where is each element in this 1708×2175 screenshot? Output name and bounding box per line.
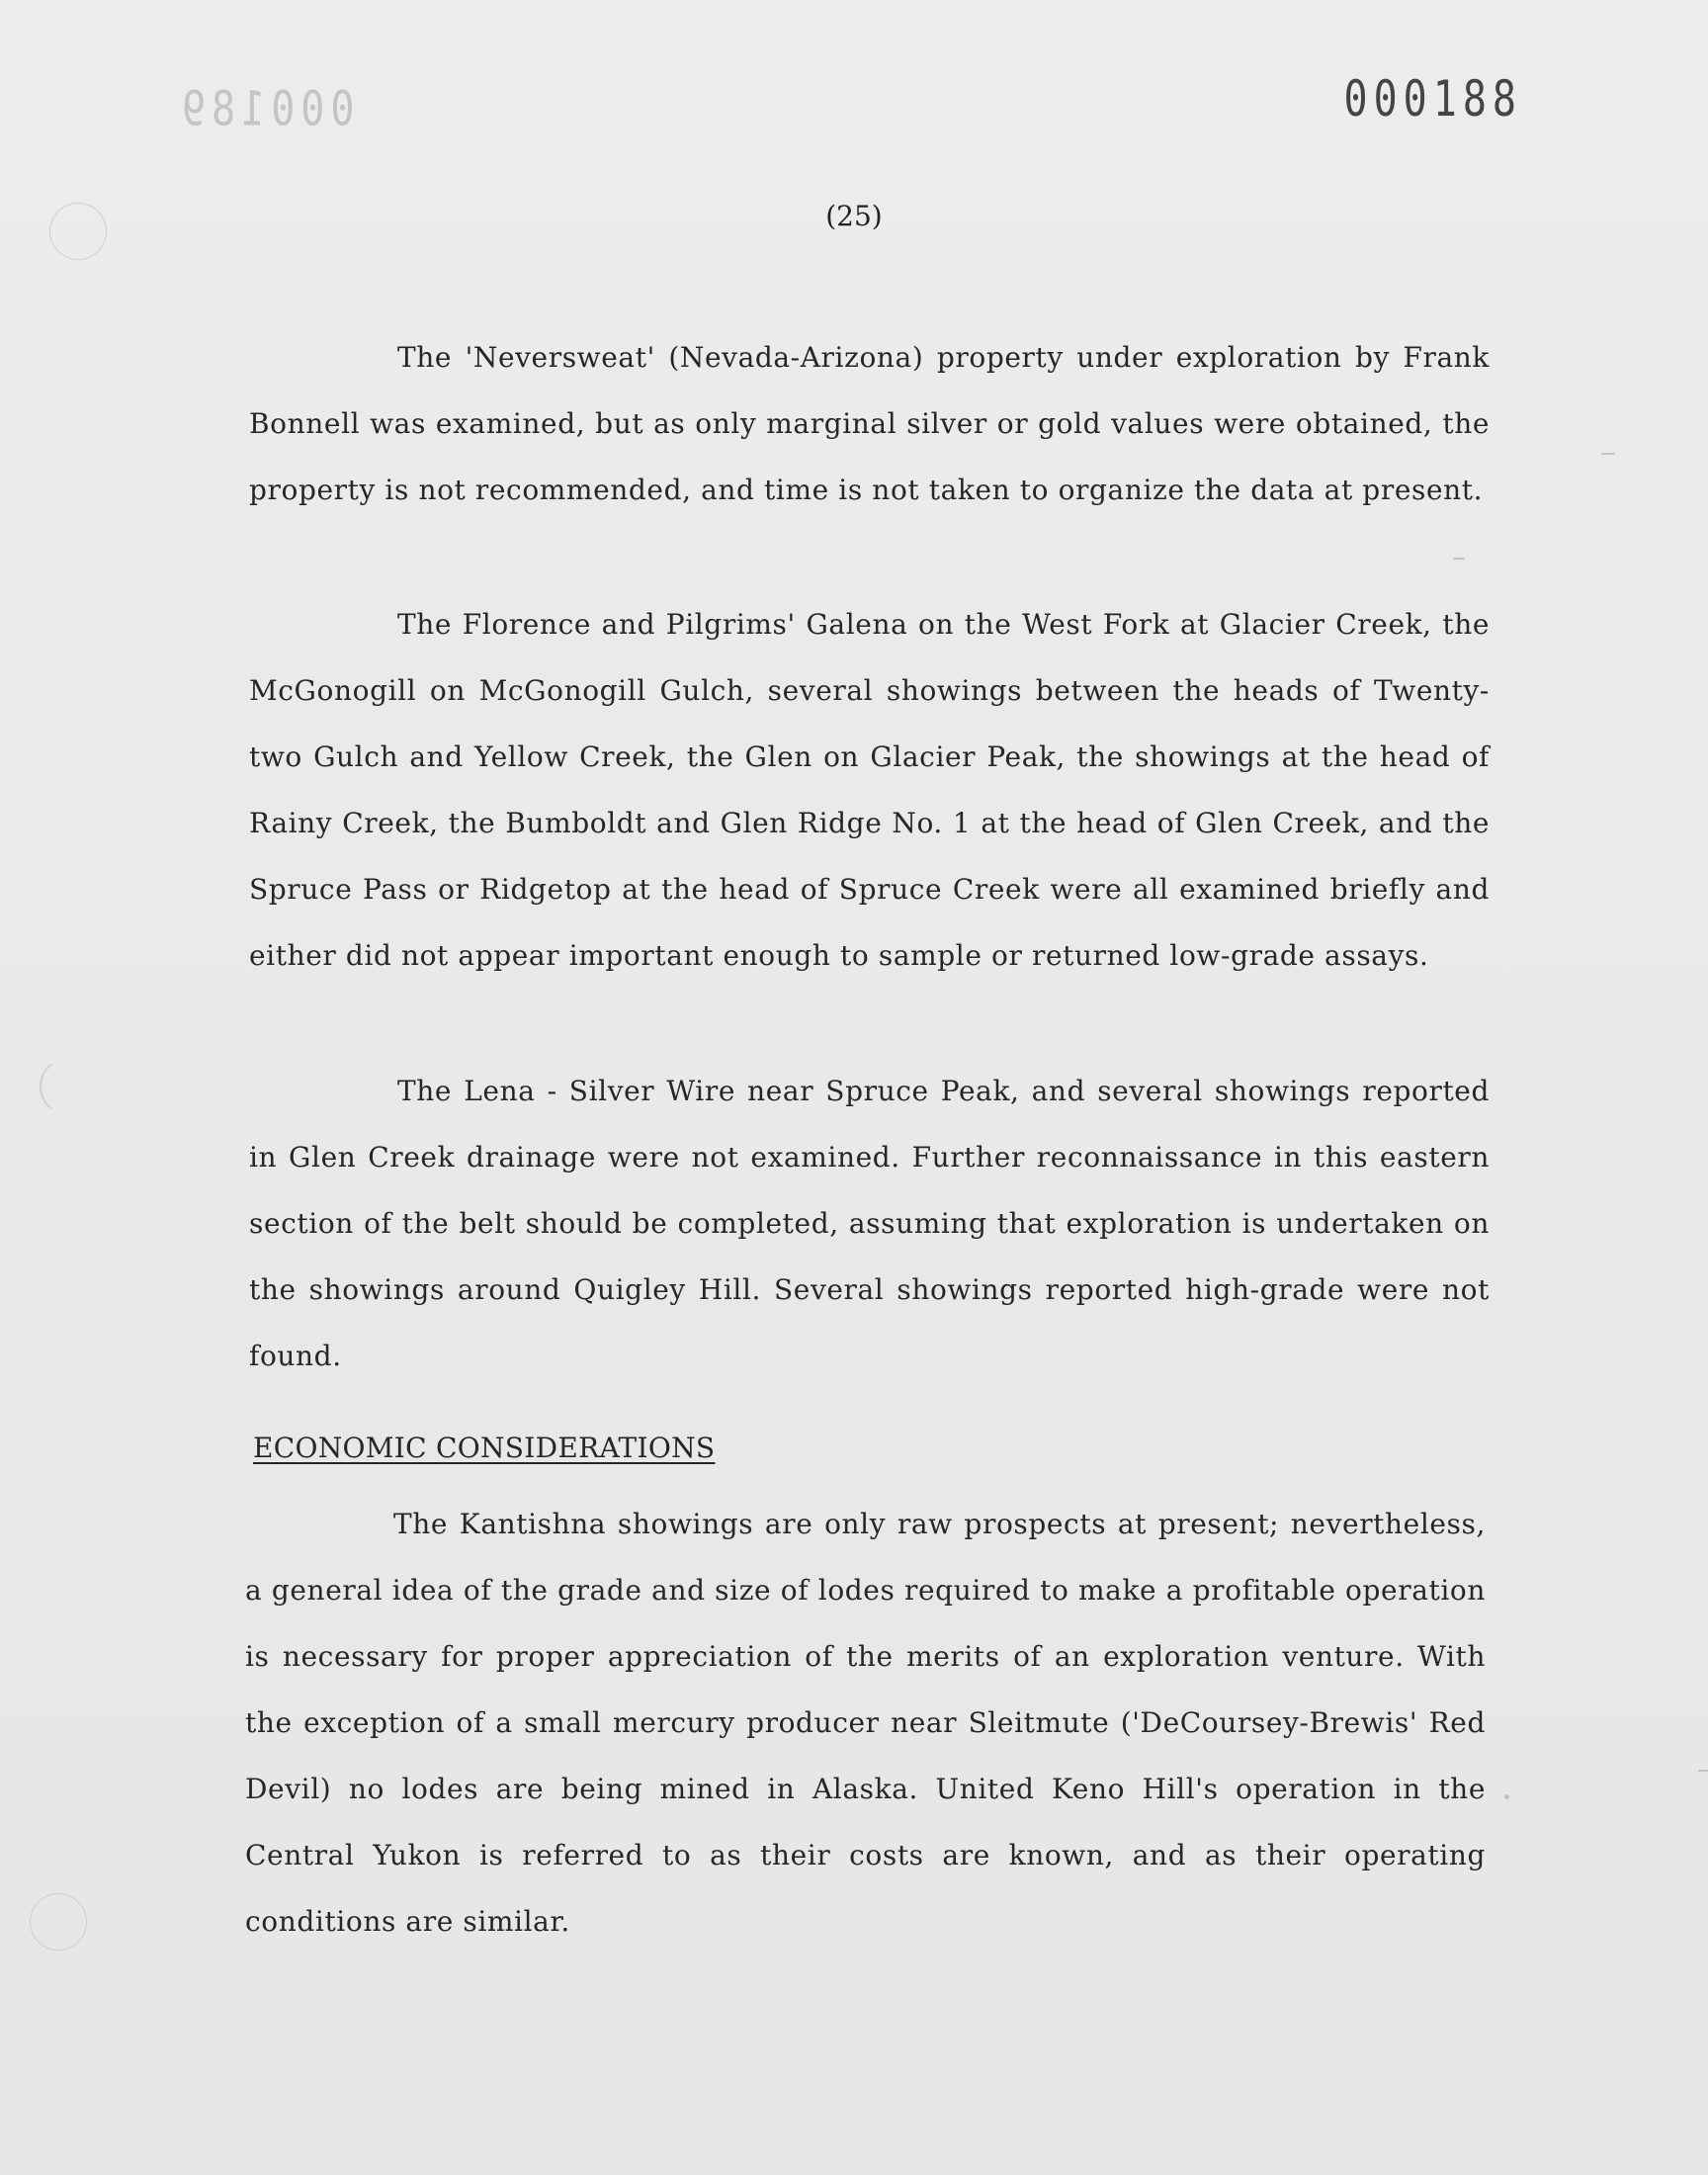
paragraph-text: The 'Neversweat' (Nevada-Arizona) property under exploration by Frank Bonnell was examined, but as only marginal silver or gold values were obtained, the property is not recommended, and time is not taken to organize the data at present. [249, 341, 1490, 506]
ink-speck [1698, 1770, 1708, 1772]
paragraph-text: The Lena - Silver Wire near Spruce Peak, and several showings reported in Glen Creek drainage were not examined. Further reconnaissance in this eastern section of the belt should be completed, assuming that exploration is undertaken on the showings around Quigley Hill. Several showings reported high-grade were not found. [249, 1075, 1490, 1372]
body-paragraph [249, 1058, 1490, 1389]
bleed-through-number: 000189 [176, 82, 355, 137]
ink-speck [1601, 453, 1615, 455]
paragraph-text: The Florence and Pilgrims' Galena on the West Fork at Glacier Creek, the McGonogill on McGonogill Gulch, several showings between the heads of Twenty-two Gulch and Yellow Creek, the Glen on Glacier Peak, the showings at the head of Rainy Creek, the Bumboldt and Glen Ridge No. 1 at the head of Glen Creek, and the Spruce Pass or Ridgetop at the head of Spruce Creek were all examined briefly and either did not appear important enough to sample or returned low-grade assays. [249, 608, 1490, 972]
body-paragraph [249, 591, 1490, 989]
body-paragraph [245, 1491, 1486, 1955]
ink-speck [1504, 1794, 1509, 1799]
body-paragraph [249, 324, 1490, 523]
punch-hole-mark [49, 203, 107, 260]
punch-hole-mark [30, 1893, 87, 1951]
section-heading: ECONOMIC CONSIDERATIONS [253, 1432, 716, 1464]
page-number: (25) [825, 200, 883, 232]
ink-speck [1453, 558, 1465, 560]
paragraph-text: The Kantishna showings are only raw prospects at present; nevertheless, a general idea of the grade and size of lodes required to make a profitable operation is necessary for proper appreciation of the merits of an exploration venture. With the exception of a small mercury producer near Sleitmute ('DeCoursey-Brewis' Red Devil) no lodes are being mined in Alaska. United Keno Hill's operation in the Central Yukon is referred to as their costs are known, and as their operating conditions are similar. [245, 1508, 1486, 1938]
document-number: 000188 [1343, 71, 1522, 129]
punch-hole-mark [40, 1058, 98, 1115]
